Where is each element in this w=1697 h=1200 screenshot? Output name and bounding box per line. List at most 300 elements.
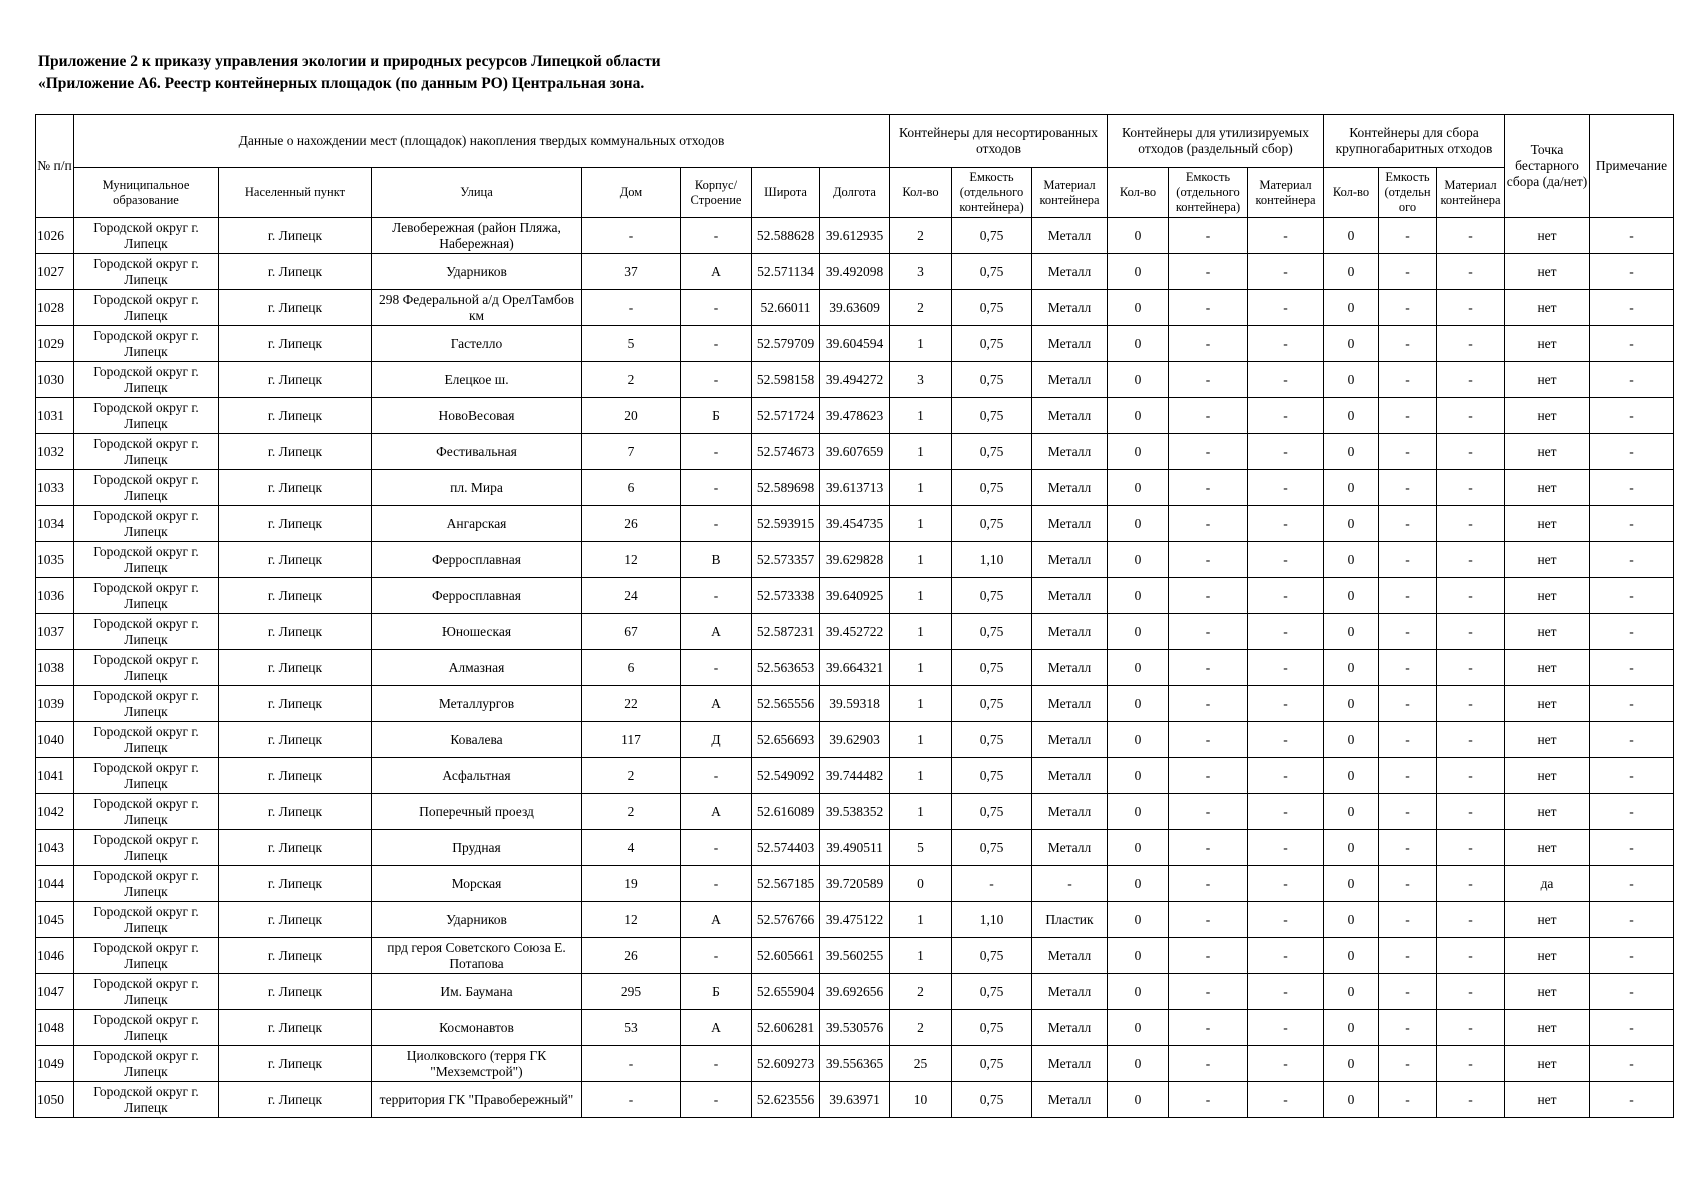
cell-house: 6 [582, 650, 681, 686]
cell-settlement: г. Липецк [219, 1010, 372, 1046]
cell-bulky-material: - [1437, 254, 1505, 290]
cell-bulk-point: нет [1505, 290, 1590, 326]
container-sites-registry-table [35, 114, 1674, 1118]
cell-bulky-count: 0 [1324, 722, 1379, 758]
cell-longitude: 39.692656 [820, 974, 890, 1010]
cell-unsorted-material: Металл [1032, 758, 1108, 794]
cell-unsorted-material: Металл [1032, 290, 1108, 326]
cell-recyclable-count: 0 [1108, 398, 1169, 434]
table-row [36, 758, 1674, 794]
cell-settlement: г. Липецк [219, 1046, 372, 1082]
cell-unsorted-capacity: 0,75 [952, 722, 1032, 758]
cell-unsorted-capacity: 0,75 [952, 218, 1032, 254]
cell-unsorted-capacity: 0,75 [952, 398, 1032, 434]
cell-bulky-count: 0 [1324, 578, 1379, 614]
cell-recyclable-material: - [1248, 902, 1324, 938]
cell-recyclable-material: - [1248, 938, 1324, 974]
cell-latitude: 52.609273 [752, 1046, 820, 1082]
cell-bulky-material: - [1437, 686, 1505, 722]
cell-note: - [1590, 650, 1674, 686]
cell-note: - [1590, 686, 1674, 722]
cell-bulk-point: нет [1505, 1010, 1590, 1046]
cell-settlement: г. Липецк [219, 938, 372, 974]
cell-unsorted-count: 0 [890, 866, 952, 902]
cell-house: - [582, 290, 681, 326]
cell-note: - [1590, 362, 1674, 398]
cell-row-number: 1028 [36, 290, 74, 326]
cell-bulky-capacity: - [1379, 578, 1437, 614]
cell-recyclable-capacity: - [1169, 542, 1248, 578]
cell-unsorted-count: 1 [890, 614, 952, 650]
cell-longitude: 39.530576 [820, 1010, 890, 1046]
header-location-group: Данные о нахождении мест (площадок) накопления твердых коммунальных отходов [74, 115, 890, 168]
cell-house: 26 [582, 938, 681, 974]
cell-longitude: 39.492098 [820, 254, 890, 290]
cell-bulky-material: - [1437, 470, 1505, 506]
cell-row-number: 1047 [36, 974, 74, 1010]
cell-unsorted-count: 1 [890, 326, 952, 362]
cell-bulky-count: 0 [1324, 1046, 1379, 1082]
cell-note: - [1590, 974, 1674, 1010]
cell-row-number: 1029 [36, 326, 74, 362]
cell-unsorted-capacity: 0,75 [952, 650, 1032, 686]
cell-bulky-capacity: - [1379, 830, 1437, 866]
cell-recyclable-capacity: - [1169, 614, 1248, 650]
cell-bulky-material: - [1437, 650, 1505, 686]
cell-bulky-capacity: - [1379, 290, 1437, 326]
cell-bulky-material: - [1437, 902, 1505, 938]
cell-longitude: 39.452722 [820, 614, 890, 650]
cell-settlement: г. Липецк [219, 902, 372, 938]
cell-bulky-count: 0 [1324, 686, 1379, 722]
cell-recyclable-capacity: - [1169, 362, 1248, 398]
cell-settlement: г. Липецк [219, 218, 372, 254]
cell-note: - [1590, 326, 1674, 362]
cell-unsorted-capacity: 0,75 [952, 578, 1032, 614]
table-row [36, 542, 1674, 578]
table-row [36, 1046, 1674, 1082]
cell-recyclable-count: 0 [1108, 866, 1169, 902]
cell-latitude: 52.576766 [752, 902, 820, 938]
cell-row-number: 1032 [36, 434, 74, 470]
cell-settlement: г. Липецк [219, 578, 372, 614]
header-unsorted-material: Материал контейнера [1032, 168, 1108, 218]
cell-house: 24 [582, 578, 681, 614]
cell-bulky-capacity: - [1379, 362, 1437, 398]
cell-unsorted-material: Металл [1032, 1046, 1108, 1082]
cell-building: - [681, 326, 752, 362]
table-row [36, 506, 1674, 542]
cell-row-number: 1036 [36, 578, 74, 614]
cell-recyclable-capacity: - [1169, 1082, 1248, 1118]
cell-house: - [582, 1082, 681, 1118]
cell-recyclable-capacity: - [1169, 1046, 1248, 1082]
cell-street: Морская [372, 866, 582, 902]
cell-recyclable-material: - [1248, 1082, 1324, 1118]
header-house: Дом [582, 168, 681, 218]
cell-recyclable-count: 0 [1108, 650, 1169, 686]
cell-street: Металлургов [372, 686, 582, 722]
header-recyclable-capacity: Емкость (отдельного контейнера) [1169, 168, 1248, 218]
cell-recyclable-capacity: - [1169, 434, 1248, 470]
cell-unsorted-material: Металл [1032, 614, 1108, 650]
cell-municipality: Городской округ г. Липецк [74, 326, 219, 362]
cell-bulky-material: - [1437, 794, 1505, 830]
header-note: Примечание [1590, 115, 1674, 218]
cell-unsorted-count: 2 [890, 218, 952, 254]
cell-latitude: 52.655904 [752, 974, 820, 1010]
cell-municipality: Городской округ г. Липецк [74, 866, 219, 902]
cell-unsorted-count: 1 [890, 650, 952, 686]
cell-unsorted-count: 3 [890, 254, 952, 290]
cell-bulky-count: 0 [1324, 254, 1379, 290]
cell-bulky-count: 0 [1324, 506, 1379, 542]
cell-recyclable-capacity: - [1169, 758, 1248, 794]
cell-row-number: 1045 [36, 902, 74, 938]
table-row [36, 326, 1674, 362]
cell-street: пл. Мира [372, 470, 582, 506]
cell-settlement: г. Липецк [219, 758, 372, 794]
cell-longitude: 39.59318 [820, 686, 890, 722]
cell-note: - [1590, 506, 1674, 542]
cell-building: Б [681, 398, 752, 434]
cell-recyclable-material: - [1248, 650, 1324, 686]
cell-municipality: Городской округ г. Липецк [74, 1046, 219, 1082]
cell-note: - [1590, 722, 1674, 758]
cell-latitude: 52.598158 [752, 362, 820, 398]
cell-note: - [1590, 614, 1674, 650]
cell-bulky-count: 0 [1324, 830, 1379, 866]
table-row [36, 614, 1674, 650]
cell-note: - [1590, 254, 1674, 290]
cell-recyclable-count: 0 [1108, 470, 1169, 506]
cell-municipality: Городской округ г. Липецк [74, 398, 219, 434]
cell-recyclable-capacity: - [1169, 722, 1248, 758]
cell-building: - [681, 434, 752, 470]
cell-house: 26 [582, 506, 681, 542]
cell-row-number: 1030 [36, 362, 74, 398]
table-group-header-row [36, 115, 1674, 168]
cell-recyclable-capacity: - [1169, 650, 1248, 686]
cell-recyclable-capacity: - [1169, 290, 1248, 326]
cell-recyclable-count: 0 [1108, 254, 1169, 290]
cell-row-number: 1034 [36, 506, 74, 542]
cell-row-number: 1027 [36, 254, 74, 290]
cell-longitude: 39.490511 [820, 830, 890, 866]
cell-longitude: 39.607659 [820, 434, 890, 470]
cell-unsorted-count: 1 [890, 542, 952, 578]
cell-longitude: 39.629828 [820, 542, 890, 578]
cell-house: 67 [582, 614, 681, 650]
cell-recyclable-capacity: - [1169, 794, 1248, 830]
cell-recyclable-material: - [1248, 218, 1324, 254]
cell-note: - [1590, 758, 1674, 794]
cell-row-number: 1043 [36, 830, 74, 866]
cell-row-number: 1048 [36, 1010, 74, 1046]
cell-row-number: 1044 [36, 866, 74, 902]
cell-street: Поперечный проезд [372, 794, 582, 830]
cell-municipality: Городской округ г. Липецк [74, 470, 219, 506]
cell-building: А [681, 1010, 752, 1046]
cell-latitude: 52.563653 [752, 650, 820, 686]
cell-latitude: 52.579709 [752, 326, 820, 362]
cell-building: - [681, 866, 752, 902]
cell-bulk-point: нет [1505, 830, 1590, 866]
cell-longitude: 39.604594 [820, 326, 890, 362]
cell-street: Ударников [372, 254, 582, 290]
header-municipality: Муниципальное образование [74, 168, 219, 218]
cell-bulky-capacity: - [1379, 902, 1437, 938]
cell-house: 295 [582, 974, 681, 1010]
cell-bulky-material: - [1437, 326, 1505, 362]
header-bulk-point: Точка бестарного сбора (да/нет) [1505, 115, 1590, 218]
cell-bulky-material: - [1437, 506, 1505, 542]
cell-unsorted-material: Металл [1032, 470, 1108, 506]
table-row [36, 1082, 1674, 1118]
cell-recyclable-material: - [1248, 794, 1324, 830]
cell-latitude: 52.605661 [752, 938, 820, 974]
cell-unsorted-material: Металл [1032, 434, 1108, 470]
cell-bulky-material: - [1437, 218, 1505, 254]
table-row [36, 290, 1674, 326]
cell-unsorted-material: Металл [1032, 326, 1108, 362]
cell-settlement: г. Липецк [219, 362, 372, 398]
cell-latitude: 52.593915 [752, 506, 820, 542]
cell-recyclable-capacity: - [1169, 398, 1248, 434]
cell-recyclable-count: 0 [1108, 938, 1169, 974]
cell-note: - [1590, 542, 1674, 578]
cell-municipality: Городской округ г. Липецк [74, 578, 219, 614]
cell-bulk-point: нет [1505, 506, 1590, 542]
cell-recyclable-material: - [1248, 398, 1324, 434]
cell-unsorted-capacity: - [952, 866, 1032, 902]
cell-unsorted-count: 1 [890, 794, 952, 830]
cell-longitude: 39.613713 [820, 470, 890, 506]
table-row [36, 362, 1674, 398]
cell-bulk-point: нет [1505, 650, 1590, 686]
table-row [36, 974, 1674, 1010]
cell-bulky-capacity: - [1379, 614, 1437, 650]
cell-bulky-material: - [1437, 1082, 1505, 1118]
cell-note: - [1590, 1010, 1674, 1046]
cell-bulky-capacity: - [1379, 758, 1437, 794]
cell-unsorted-capacity: 0,75 [952, 362, 1032, 398]
cell-street: Елецкое ш. [372, 362, 582, 398]
cell-building: В [681, 542, 752, 578]
cell-recyclable-capacity: - [1169, 830, 1248, 866]
cell-bulky-capacity: - [1379, 218, 1437, 254]
cell-bulk-point: нет [1505, 578, 1590, 614]
cell-bulk-point: нет [1505, 1046, 1590, 1082]
header-recyclable-count: Кол-во [1108, 168, 1169, 218]
cell-house: - [582, 1046, 681, 1082]
cell-note: - [1590, 290, 1674, 326]
cell-longitude: 39.744482 [820, 758, 890, 794]
cell-settlement: г. Липецк [219, 794, 372, 830]
cell-recyclable-capacity: - [1169, 254, 1248, 290]
cell-house: 117 [582, 722, 681, 758]
cell-recyclable-count: 0 [1108, 1046, 1169, 1082]
cell-bulk-point: нет [1505, 686, 1590, 722]
cell-street: 298 Федеральной а/д ОрелТамбов км [372, 290, 582, 326]
cell-recyclable-count: 0 [1108, 830, 1169, 866]
cell-bulk-point: нет [1505, 434, 1590, 470]
cell-recyclable-material: - [1248, 974, 1324, 1010]
cell-latitude: 52.656693 [752, 722, 820, 758]
cell-municipality: Городской округ г. Липецк [74, 830, 219, 866]
cell-unsorted-capacity: 0,75 [952, 1082, 1032, 1118]
cell-latitude: 52.571134 [752, 254, 820, 290]
cell-latitude: 52.587231 [752, 614, 820, 650]
cell-unsorted-count: 1 [890, 686, 952, 722]
cell-municipality: Городской округ г. Липецк [74, 506, 219, 542]
cell-settlement: г. Липецк [219, 434, 372, 470]
cell-municipality: Городской округ г. Липецк [74, 974, 219, 1010]
cell-unsorted-count: 5 [890, 830, 952, 866]
cell-unsorted-capacity: 0,75 [952, 794, 1032, 830]
cell-unsorted-count: 1 [890, 506, 952, 542]
cell-longitude: 39.63971 [820, 1082, 890, 1118]
cell-longitude: 39.612935 [820, 218, 890, 254]
table-row [36, 938, 1674, 974]
cell-recyclable-count: 0 [1108, 542, 1169, 578]
table-sub-header-row [36, 168, 1674, 218]
cell-bulky-count: 0 [1324, 650, 1379, 686]
cell-bulky-material: - [1437, 758, 1505, 794]
cell-building: - [681, 758, 752, 794]
cell-longitude: 39.720589 [820, 866, 890, 902]
cell-unsorted-capacity: 0,75 [952, 326, 1032, 362]
table-row [36, 686, 1674, 722]
cell-building: А [681, 902, 752, 938]
cell-building: А [681, 686, 752, 722]
cell-building: - [681, 578, 752, 614]
cell-bulky-count: 0 [1324, 398, 1379, 434]
cell-unsorted-capacity: 1,10 [952, 542, 1032, 578]
cell-longitude: 39.62903 [820, 722, 890, 758]
table-row [36, 1010, 1674, 1046]
cell-recyclable-capacity: - [1169, 218, 1248, 254]
cell-longitude: 39.475122 [820, 902, 890, 938]
header-unsorted-capacity: Емкость (отдельного контейнера) [952, 168, 1032, 218]
cell-row-number: 1049 [36, 1046, 74, 1082]
cell-municipality: Городской округ г. Липецк [74, 902, 219, 938]
cell-bulky-count: 0 [1324, 1010, 1379, 1046]
header-npp: № п/п [36, 115, 74, 218]
cell-latitude: 52.66011 [752, 290, 820, 326]
cell-bulky-material: - [1437, 830, 1505, 866]
cell-municipality: Городской округ г. Липецк [74, 614, 219, 650]
cell-bulky-count: 0 [1324, 758, 1379, 794]
cell-recyclable-material: - [1248, 506, 1324, 542]
cell-unsorted-material: - [1032, 866, 1108, 902]
cell-note: - [1590, 434, 1674, 470]
cell-unsorted-material: Металл [1032, 938, 1108, 974]
cell-street: Ферросплавная [372, 578, 582, 614]
cell-settlement: г. Липецк [219, 254, 372, 290]
cell-building: - [681, 830, 752, 866]
cell-settlement: г. Липецк [219, 830, 372, 866]
header-bulky-count: Кол-во [1324, 168, 1379, 218]
cell-bulk-point: нет [1505, 794, 1590, 830]
cell-house: 6 [582, 470, 681, 506]
cell-settlement: г. Липецк [219, 650, 372, 686]
cell-unsorted-capacity: 0,75 [952, 434, 1032, 470]
cell-unsorted-count: 3 [890, 362, 952, 398]
cell-unsorted-material: Металл [1032, 830, 1108, 866]
cell-settlement: г. Липецк [219, 326, 372, 362]
cell-house: 2 [582, 758, 681, 794]
cell-house: 19 [582, 866, 681, 902]
cell-recyclable-capacity: - [1169, 578, 1248, 614]
cell-street: Ферросплавная [372, 542, 582, 578]
cell-building: - [681, 1046, 752, 1082]
cell-unsorted-material: Металл [1032, 1082, 1108, 1118]
cell-municipality: Городской округ г. Липецк [74, 1010, 219, 1046]
cell-longitude: 39.538352 [820, 794, 890, 830]
cell-row-number: 1040 [36, 722, 74, 758]
cell-street: Асфальтная [372, 758, 582, 794]
cell-unsorted-count: 1 [890, 434, 952, 470]
cell-unsorted-material: Металл [1032, 1010, 1108, 1046]
cell-municipality: Городской округ г. Липецк [74, 722, 219, 758]
cell-note: - [1590, 578, 1674, 614]
cell-bulky-material: - [1437, 1046, 1505, 1082]
cell-unsorted-material: Металл [1032, 686, 1108, 722]
cell-house: 12 [582, 902, 681, 938]
cell-recyclable-count: 0 [1108, 1010, 1169, 1046]
cell-street: Юношеская [372, 614, 582, 650]
cell-recyclable-capacity: - [1169, 866, 1248, 902]
cell-row-number: 1041 [36, 758, 74, 794]
cell-house: 5 [582, 326, 681, 362]
cell-bulky-capacity: - [1379, 794, 1437, 830]
header-longitude: Долгота [820, 168, 890, 218]
cell-settlement: г. Липецк [219, 506, 372, 542]
cell-bulky-material: - [1437, 290, 1505, 326]
cell-bulky-capacity: - [1379, 866, 1437, 902]
cell-bulky-count: 0 [1324, 974, 1379, 1010]
cell-recyclable-material: - [1248, 1046, 1324, 1082]
table-row [36, 794, 1674, 830]
cell-bulky-material: - [1437, 974, 1505, 1010]
cell-longitude: 39.560255 [820, 938, 890, 974]
cell-building: А [681, 254, 752, 290]
cell-row-number: 1033 [36, 470, 74, 506]
cell-unsorted-count: 1 [890, 938, 952, 974]
cell-settlement: г. Липецк [219, 290, 372, 326]
cell-recyclable-material: - [1248, 470, 1324, 506]
cell-bulky-capacity: - [1379, 974, 1437, 1010]
cell-longitude: 39.478623 [820, 398, 890, 434]
cell-unsorted-capacity: 0,75 [952, 1010, 1032, 1046]
cell-row-number: 1035 [36, 542, 74, 578]
cell-bulky-count: 0 [1324, 434, 1379, 470]
cell-recyclable-capacity: - [1169, 326, 1248, 362]
cell-street: НовоВесовая [372, 398, 582, 434]
cell-recyclable-capacity: - [1169, 902, 1248, 938]
cell-unsorted-material: Металл [1032, 974, 1108, 1010]
cell-bulky-capacity: - [1379, 470, 1437, 506]
cell-street: Алмазная [372, 650, 582, 686]
cell-unsorted-count: 10 [890, 1082, 952, 1118]
cell-bulky-material: - [1437, 866, 1505, 902]
cell-recyclable-count: 0 [1108, 362, 1169, 398]
cell-latitude: 52.616089 [752, 794, 820, 830]
cell-municipality: Городской округ г. Липецк [74, 686, 219, 722]
header-building: Корпус/ Строение [681, 168, 752, 218]
cell-house: 20 [582, 398, 681, 434]
